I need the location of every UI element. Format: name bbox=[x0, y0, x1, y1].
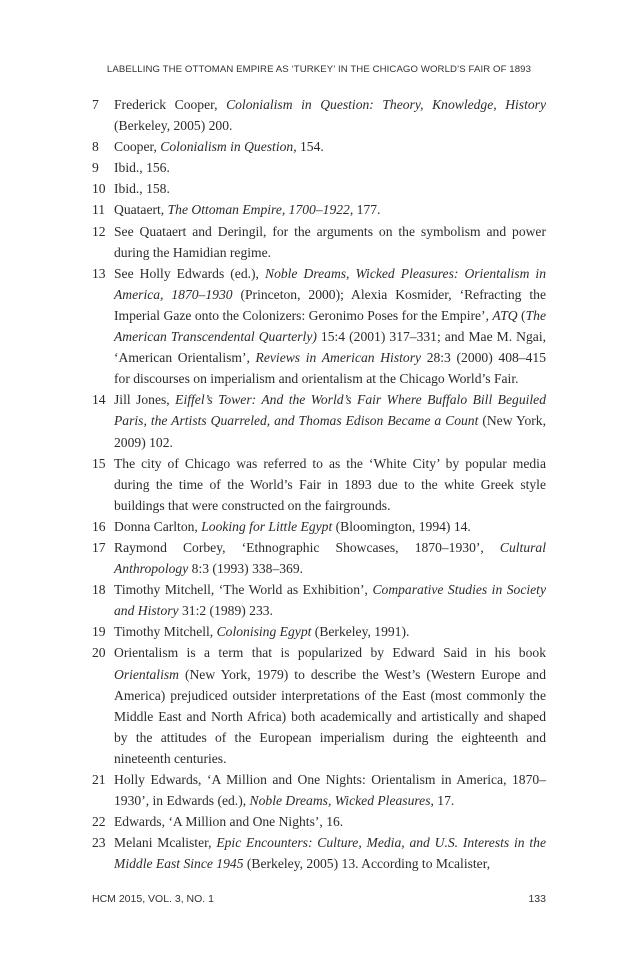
endnote-text: Melani Mcalister, bbox=[114, 835, 217, 851]
endnote-text: Ibid., 156. bbox=[114, 160, 170, 176]
endnote-7 bbox=[92, 94, 546, 136]
endnote-number: 12 bbox=[92, 223, 106, 239]
endnote-italic-title: The Ottoman Empire, 1700–1922, bbox=[167, 202, 354, 218]
endnote-italic-title: Colonialism in Question, bbox=[160, 139, 297, 155]
endnote-text: (Berkeley, 2005) 200. bbox=[114, 118, 233, 134]
endnote-italic-title: Noble Dreams, Wicked Pleasures bbox=[249, 793, 431, 809]
endnote-text: (Bloomington, 1994) 14. bbox=[332, 518, 471, 534]
endnote-italic-title: Comparative Studies in Society and History bbox=[114, 582, 546, 619]
endnote-text: 28:3 (2000) 408–415 for discourses on imperialism and orientalism at the Chicago World’s Fair. bbox=[114, 350, 546, 387]
endnote-20 bbox=[92, 642, 546, 769]
endnote-number: 16 bbox=[92, 518, 106, 534]
endnote-19 bbox=[92, 621, 546, 642]
journal-citation: HCM 2015, VOL. 3, NO. 1 bbox=[92, 893, 214, 905]
endnote-text: Donna Carlton, bbox=[114, 518, 202, 534]
endnote-number: 18 bbox=[92, 582, 106, 598]
endnote-number: 11 bbox=[92, 202, 106, 218]
endnote-number: 9 bbox=[92, 160, 99, 176]
endnote-text: (New York, 2009) 102. bbox=[114, 413, 546, 450]
endnote-number: 15 bbox=[92, 455, 106, 471]
endnote-13 bbox=[92, 263, 546, 390]
endnote-text: Cooper, bbox=[114, 139, 161, 155]
endnote-11 bbox=[92, 199, 546, 220]
endnote-text: 8:3 (1993) 338–369. bbox=[188, 561, 304, 577]
endnote-italic-title: ATQ bbox=[492, 307, 518, 323]
endnote-9 bbox=[92, 157, 546, 178]
endnote-text: Frederick Cooper, bbox=[114, 97, 227, 112]
endnote-italic-title: Looking for Little Egypt bbox=[201, 518, 333, 534]
endnote-number: 8 bbox=[92, 139, 99, 155]
endnote-number: 20 bbox=[92, 645, 106, 661]
endnote-number: 10 bbox=[92, 181, 106, 197]
endnote-text: Timothy Mitchell, bbox=[114, 624, 217, 640]
endnote-text: 154. bbox=[296, 139, 324, 155]
endnote-italic-title: Colonising Egypt bbox=[216, 624, 312, 640]
endnote-italic-title: Cultural Anthropology bbox=[114, 539, 546, 577]
endnotes-list bbox=[92, 94, 546, 874]
endnote-14 bbox=[92, 389, 546, 452]
endnote-number: 7 bbox=[92, 97, 99, 112]
endnote-number: 17 bbox=[92, 539, 106, 555]
endnote-italic-title: Noble Dreams, Wicked Pleasures: Orientalism in America, 1870–1930 bbox=[114, 265, 546, 302]
endnote-italic-title: Reviews in American History bbox=[255, 350, 422, 366]
endnote-21 bbox=[92, 769, 546, 811]
page-number: 133 bbox=[528, 893, 546, 905]
endnote-text: 15:4 (2001) 317–331; and Mae M. Ngai, ‘American Orientalism’, bbox=[114, 329, 546, 366]
endnote-17 bbox=[92, 537, 546, 579]
endnote-number: 19 bbox=[92, 624, 106, 640]
endnote-number: 14 bbox=[92, 392, 106, 408]
endnote-italic-title: Colonialism in Question: Theory, Knowledge, History bbox=[226, 97, 546, 112]
endnote-10 bbox=[92, 178, 546, 199]
endnote-text: ( bbox=[517, 307, 526, 323]
endnote-text: (Berkeley, 2005) 13. According to Mcalister, bbox=[243, 856, 491, 872]
endnote-text: The city of Chicago was referred to as the ‘White City’ by popular media during the time of the World’s Fair in 1893 due to the white Greek style buildings that were constructed on the fairgrounds. bbox=[114, 455, 546, 513]
endnote-text: Raymond Corbey, ‘Ethnographic Showcases, 1870–1930’, bbox=[114, 539, 500, 555]
endnote-text: See Quataert and Deringil, for the arguments on the symbolism and power during the Hamidian regime. bbox=[114, 223, 546, 260]
endnote-italic-title: The American Transcendental Quarterly) bbox=[114, 307, 546, 345]
endnote-15 bbox=[92, 453, 546, 516]
running-head: LABELLING THE OTTOMAN EMPIRE AS ‘TURKEY’ IN THE CHICAGO WORLD’S FAIR OF 1893 bbox=[106, 64, 532, 75]
endnote-number: 13 bbox=[92, 265, 106, 281]
endnote-text: Edwards, ‘A Million and One Nights’, 16. bbox=[114, 814, 344, 830]
endnote-text: Jill Jones, bbox=[114, 392, 176, 408]
endnote-8 bbox=[92, 136, 546, 157]
endnote-text: (Berkeley, 1991). bbox=[311, 624, 410, 640]
endnote-text: Quataert, bbox=[114, 202, 168, 218]
endnote-italic-title: Orientalism bbox=[114, 666, 179, 682]
endnote-text: (New York, 1979) to describe the West’s (Western Europe and America) prejudiced outsider interpretations of the East (most commonly the Middle East and North Africa) both academically and artistically and shaped by the attitudes of the European imperialism during the eighteenth and nineteenth centuries. bbox=[114, 666, 546, 766]
endnote-12 bbox=[92, 221, 546, 263]
endnote-text: (Princeton, 2000); Alexia Kosmider, ‘Refracting the Imperial Gaze onto the Colonizers: Geronimo Poses for the Empire’, bbox=[114, 286, 546, 323]
endnote-22 bbox=[92, 811, 546, 832]
endnote-number: 22 bbox=[92, 814, 106, 830]
endnote-16 bbox=[92, 516, 546, 537]
endnote-number: 21 bbox=[92, 772, 106, 787]
endnote-text: Timothy Mitchell, ‘The World as Exhibition’, bbox=[114, 582, 373, 598]
endnote-text: Ibid., 158. bbox=[114, 181, 170, 197]
endnote-text: 31:2 (1989) 233. bbox=[178, 603, 273, 619]
endnote-text: See Holly Edwards (ed.), bbox=[114, 265, 265, 281]
endnote-text: Orientalism is a term that is popularized by Edward Said in his book bbox=[114, 645, 546, 661]
endnote-italic-title: Epic Encounters: Culture, Media, and U.S. Interests in the Middle East Since 1945 bbox=[114, 835, 546, 872]
endnote-text: 177. bbox=[353, 202, 381, 218]
endnote-number: 23 bbox=[92, 835, 106, 851]
endnote-italic-title: Eiffel’s Tower: And the World’s Fair Where Buffalo Bill Beguiled Paris, the Artists Quarreled, and Thomas Edison Became a Count bbox=[114, 392, 546, 429]
endnote-18 bbox=[92, 579, 546, 621]
endnote-23 bbox=[92, 832, 546, 874]
endnote-text: , 17. bbox=[430, 793, 455, 809]
endnote-text: Holly Edwards, ‘A Million and One Nights: Orientalism in America, 1870–1930’, in Edwards (ed.), bbox=[114, 772, 546, 809]
